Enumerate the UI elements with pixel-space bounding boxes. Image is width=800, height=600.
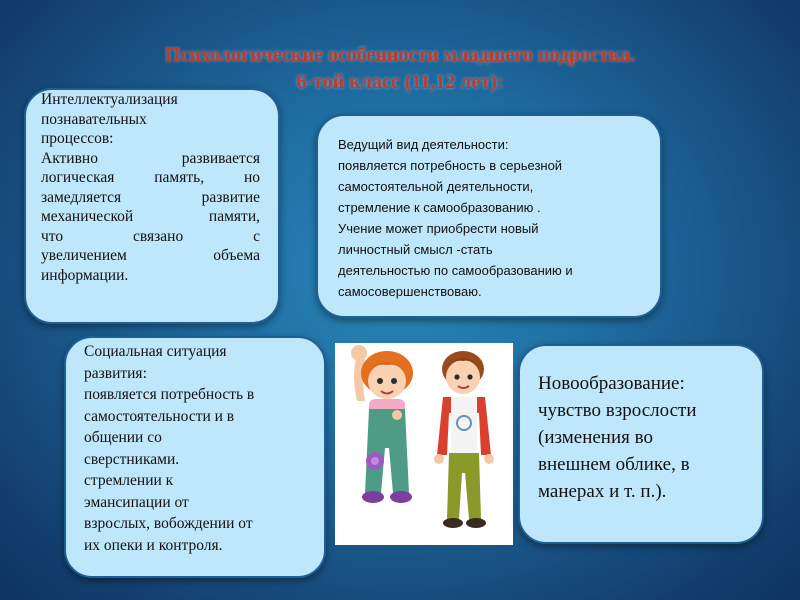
text-line: замедляется развитие bbox=[41, 188, 260, 206]
box-neoformation-text bbox=[538, 370, 750, 505]
text-line: стремлении к bbox=[84, 472, 174, 489]
text-line: появляется потребность в серьезной bbox=[338, 158, 563, 173]
text-line: манерах и т. п.). bbox=[538, 481, 667, 502]
box-social-situation bbox=[64, 336, 326, 578]
text-line: их опеки и контроля. bbox=[84, 536, 223, 554]
text-line: Интеллектуализация bbox=[41, 91, 178, 108]
text-line: Новообразование: bbox=[538, 373, 685, 394]
text-line: развития: bbox=[84, 364, 147, 382]
box-intellectualization-text bbox=[41, 90, 260, 285]
text-line: Учение может приобрести новый bbox=[338, 221, 539, 236]
girl-figure bbox=[351, 345, 413, 503]
children-illustration bbox=[335, 343, 513, 545]
text-line: познавательных bbox=[41, 110, 147, 128]
text-line: внешнем облике, в bbox=[538, 454, 690, 475]
box-intellectualization bbox=[24, 88, 280, 324]
title-line-2: 6-той класс (11,12 лет): bbox=[296, 71, 504, 93]
text-line: общении со bbox=[84, 429, 162, 446]
text-line: самостоятельной деятельности, bbox=[338, 179, 534, 194]
text-line: самосовершенствоваю. bbox=[338, 284, 482, 299]
box-leading-activity bbox=[316, 114, 662, 318]
text-line: деятельностью по самообразованию и bbox=[338, 263, 573, 278]
text-line: механической памяти, bbox=[41, 208, 260, 225]
text-line: Социальная ситуация bbox=[84, 343, 227, 360]
text-line: что связано с bbox=[41, 227, 260, 245]
text-line: появляется потребность в bbox=[84, 386, 255, 403]
box-neoformation bbox=[518, 344, 764, 544]
text-line: логическая память, но bbox=[41, 169, 260, 186]
text-line: информации. bbox=[41, 266, 129, 284]
text-line: эмансипации от bbox=[84, 493, 189, 511]
text-line: чувство взрослости bbox=[538, 400, 697, 421]
text-line: сверстниками. bbox=[84, 450, 180, 468]
text-line: взрослых, вобождении от bbox=[84, 515, 253, 532]
text-line: процессов: bbox=[41, 130, 114, 147]
text-line: Ведущий вид деятельности: bbox=[338, 137, 509, 152]
text-line: личностный смысл -стать bbox=[338, 242, 493, 257]
children-illustration-icon bbox=[335, 343, 513, 545]
text-line: увеличением объема bbox=[41, 247, 260, 264]
text-line: стремление к самообразованию . bbox=[338, 200, 541, 215]
box-social-situation-text bbox=[84, 341, 314, 556]
title-line-1: Психологические особенности младшего подростка. bbox=[164, 44, 636, 66]
text-line: самостоятельности и в bbox=[84, 407, 235, 425]
text-line: (изменения во bbox=[538, 427, 653, 448]
text-line: Активно развивается bbox=[41, 149, 260, 167]
box-leading-activity-text bbox=[338, 134, 646, 302]
boy-figure bbox=[434, 351, 494, 528]
